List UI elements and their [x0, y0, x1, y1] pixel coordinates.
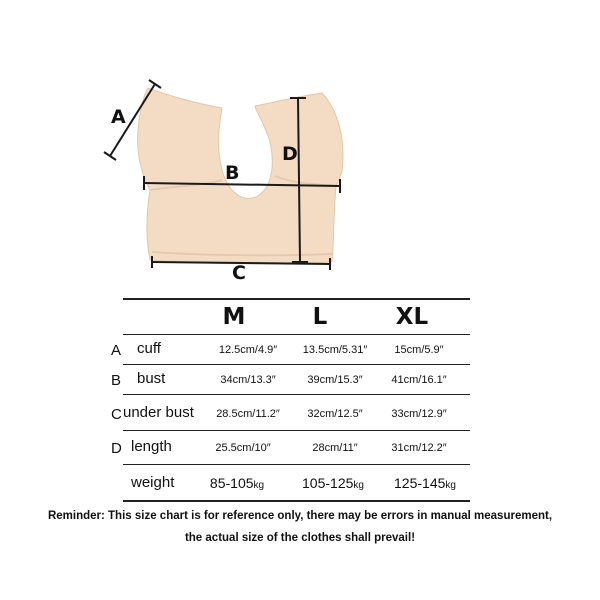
cell-cuff-l: 13.5cm/5.31″	[302, 344, 368, 356]
label-c: C	[232, 262, 246, 284]
cell-under-bust-l: 32cm/12.5″	[307, 408, 363, 420]
weight-unit: kg	[253, 480, 265, 491]
row-letter-c: C	[111, 406, 122, 423]
reminder-line-2: the actual size of the clothes shall prevail!	[184, 532, 416, 544]
cell-weight-xl: 125-145kg	[394, 475, 456, 491]
table-rule-2	[123, 394, 470, 395]
cell-length-m: 25.5cm/10″	[215, 442, 271, 454]
cell-bust-m: 34cm/13.3″	[220, 374, 276, 386]
row-letter-a: A	[111, 342, 122, 359]
cell-weight-m: 85-105kg	[209, 475, 265, 491]
label-d: D	[282, 143, 298, 165]
table-rule-bottom	[123, 500, 470, 502]
garment-shape	[138, 88, 343, 264]
cell-length-l: 28cm/11″	[312, 442, 358, 454]
size-header-m: M	[222, 304, 246, 330]
row-label-bust: bust	[137, 370, 166, 387]
table-rule-header	[123, 334, 470, 335]
row-label-weight: weight	[131, 474, 175, 491]
size-header-l: L	[312, 304, 328, 330]
row-label-cuff: cuff	[137, 340, 161, 357]
table-rule-1	[123, 364, 470, 365]
row-letter-d: D	[111, 440, 122, 457]
row-label-under-bust: under bust	[123, 404, 194, 421]
table-rule-4	[123, 464, 470, 465]
weight-unit: kg	[445, 480, 456, 491]
reminder-line-1: Reminder: This size chart is for reference only, there may be errors in manual measurement,	[47, 510, 553, 522]
cell-cuff-m: 12.5cm/4.9″	[218, 344, 278, 356]
cell-weight-l: 105-125kg	[302, 475, 364, 491]
cell-under-bust-m: 28.5cm/11.2″	[216, 408, 280, 420]
row-label-length: length	[131, 438, 172, 455]
cell-under-bust-xl: 33cm/12.9″	[391, 408, 447, 420]
cell-length-xl: 31cm/12.2″	[391, 442, 447, 454]
weight-unit: kg	[353, 480, 364, 491]
label-b: B	[225, 162, 240, 184]
cell-bust-xl: 41cm/16.1″	[391, 374, 447, 386]
cell-cuff-xl: 15cm/5.9″	[394, 344, 444, 356]
cell-bust-l: 39cm/15.3″	[307, 374, 363, 386]
size-header-xl: XL	[395, 304, 429, 330]
table-rule-3	[123, 430, 470, 431]
row-letter-b: B	[111, 372, 122, 389]
label-a: A	[111, 106, 126, 128]
table-rule-top	[123, 298, 470, 300]
garment-diagram	[0, 0, 600, 290]
